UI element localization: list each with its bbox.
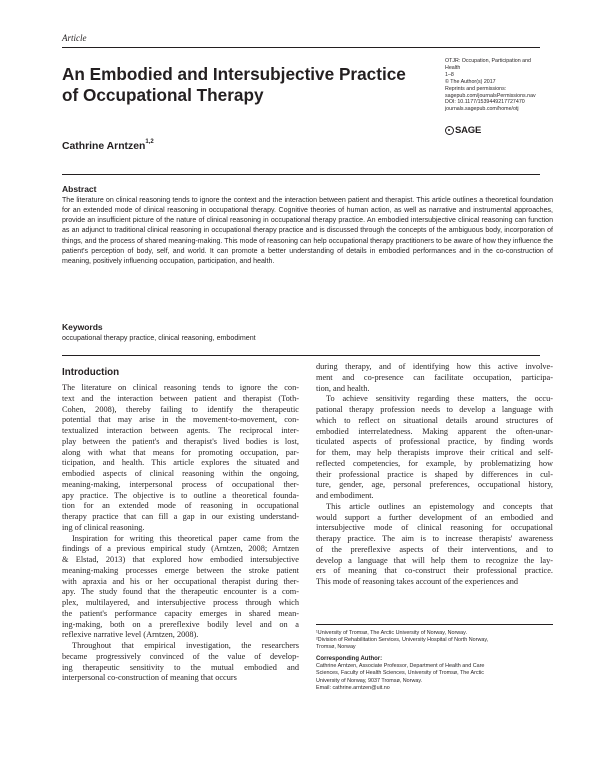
text-line: This article outlines an epistemology and concepts that bbox=[326, 501, 553, 511]
corresponding-line-1: Cathrine Arntzen, Associate Professor, Department of Health and Care bbox=[316, 663, 485, 670]
text-line: ing of clinical reasoning. bbox=[62, 522, 145, 532]
text-line: Inspiration for writing this theoretical paper came from the bbox=[72, 533, 299, 543]
meta-reprints: Reprints and permissions: bbox=[445, 85, 507, 92]
text-line: the patient's performance capacity emerges in shared mean- bbox=[62, 608, 299, 618]
text-line: develop a language that will help them to recognize the lay- bbox=[316, 555, 553, 565]
text-line: during therapy, and of identifying how this active involve- bbox=[316, 362, 553, 371]
sage-logo-icon bbox=[445, 126, 454, 135]
text-line: ticipation, and health. This article explores the situated and bbox=[62, 458, 299, 468]
text-line: of the prereflexive aspects of their interventions, and to bbox=[316, 544, 553, 554]
affiliation-2: ²Division of Rehabilitation Services, University Hospital of North Norway, bbox=[316, 637, 489, 644]
text-line: therapy practice that can fill a gap in our existing understand- bbox=[62, 512, 299, 521]
text-line: embodied interrelatedness. Making apparent the often-unar- bbox=[316, 426, 553, 436]
text-line: and embodiment. bbox=[316, 491, 374, 500]
journal-metadata bbox=[445, 58, 565, 113]
corresponding-email[interactable]: Email: cathrine.arntzen@uit.no bbox=[316, 684, 390, 691]
footnote-rule bbox=[316, 624, 553, 625]
text-line: apy practice. The objective is to outline a theoretical founda- bbox=[62, 490, 299, 500]
text-line: ment and co-presence can facilitate occupation, participa- bbox=[316, 372, 553, 382]
affiliation-2-cont: Tromsø, Norway bbox=[316, 644, 356, 651]
text-line: along with what that means for promoting occupation, par- bbox=[62, 447, 299, 457]
text-line: intersubjective mode of clinical reasoning for occupational bbox=[316, 523, 553, 533]
abstract-rule bbox=[62, 174, 540, 175]
body-paragraph bbox=[62, 641, 299, 684]
article-title bbox=[62, 64, 422, 106]
text-line: interpersonal co-construction of meaning that occurs bbox=[62, 673, 237, 683]
text-line: embodied aspects of clinical reasoning within the ongoing, bbox=[62, 469, 299, 478]
text-line: The literature on clinical reasoning tends to ignore the con- bbox=[62, 383, 299, 392]
text-line: apy. The study found that the therapeutic encounter is a com- bbox=[62, 587, 299, 597]
text-line: therapy practice. The aim is to increase therapists' awareness bbox=[316, 534, 553, 543]
text-line: ers of meaning that co-construct their professional practice. bbox=[316, 566, 553, 576]
meta-pages: 1–8 bbox=[445, 71, 454, 78]
text-line: reflexive narrative level (Arntzen, 2008). bbox=[62, 630, 199, 640]
text-line: textualized interaction between agents. The reciprocal inter- bbox=[62, 426, 299, 435]
corresponding-line-3: University of Norway, 9037 Tromsø, Norway. bbox=[316, 677, 423, 684]
body-paragraph bbox=[316, 394, 553, 502]
meta-journal-url[interactable]: journals.sagepub.com/home/otj bbox=[445, 106, 519, 113]
text-line: pational therapy profession needs to develop a language with bbox=[316, 405, 553, 414]
text-line: tion for an extended mode of reasoning in occupational bbox=[62, 501, 299, 511]
title-line-2: of Occupational Therapy bbox=[62, 85, 264, 105]
affiliation-1: ¹University of Tromsø, The Arctic University of Norway, Norway. bbox=[316, 630, 467, 636]
text-line: Throughout that empirical investigation, the researchers bbox=[72, 641, 299, 650]
meta-doi[interactable]: DOI: 10.1177/1539449217727470 bbox=[445, 99, 525, 106]
text-line: for them, may help therapists improve their critical and self- bbox=[316, 448, 553, 457]
text-line: would support a further development of an embodied and bbox=[316, 512, 553, 522]
text-line: reflected competencies, for example, by problematizing how bbox=[316, 458, 553, 468]
text-line: which to reflect on situational details around structures of bbox=[316, 415, 553, 425]
body-paragraph bbox=[316, 362, 553, 394]
text-line: findings of a previous empirical study (Arntzen, 2008; Arntzen bbox=[62, 544, 299, 554]
header-rule bbox=[62, 47, 540, 48]
corresponding-line-2: Sciences, Faculty of Health Sciences, University of Tromsø, The Arctic bbox=[316, 670, 484, 677]
sage-logo bbox=[445, 125, 481, 136]
text-line: To achieve sensitivity regarding these matters, the occu- bbox=[326, 394, 553, 404]
abstract-heading: Abstract bbox=[62, 184, 97, 194]
text-line: became progressively convinced of the value of develop- bbox=[62, 651, 299, 661]
meta-journal-cont: Health bbox=[445, 64, 461, 71]
text-line: ture, gender, age, personal preferences, occupational history, bbox=[316, 480, 553, 490]
meta-copyright: © The Author(s) 2017 bbox=[445, 78, 496, 85]
text-line: ing-making, both on a prereflexive bodily level and on a bbox=[62, 619, 299, 629]
text-line: Cohen, 2008), thereby failing to identify the therapeutic bbox=[62, 404, 299, 414]
body-paragraph bbox=[62, 383, 299, 534]
keywords-rule bbox=[62, 355, 540, 356]
text-line: tion, and health. bbox=[316, 383, 370, 393]
text-line: & Elstad, 2013) that explored how embodied intersubjective bbox=[62, 555, 299, 564]
meta-journal: OTJR: Occupation, Participation and bbox=[445, 58, 531, 64]
section-label: Article bbox=[62, 33, 87, 43]
author-byline bbox=[62, 141, 154, 152]
author-name: Cathrine Arntzen bbox=[62, 141, 146, 152]
body-column-left bbox=[62, 383, 299, 684]
body-column-right bbox=[316, 362, 553, 588]
abstract-text: The literature on clinical reasoning tends to ignore the context and the interaction between patient and therapist. This article outlines a theoretical foundation for an extended mode of clinical reasoning in occupational therapy. Cognitive theories of human action, as well as narrative and instrumental approaches, provide an insufficient picture of the nature of clinical reasoning in occupational therapy practice. An embodied intersubjective clinical reasoning can function as an adjunct to traditional clinical reasoning in occupational therapy practice and is discussed through the concepts of the ambiguous body, incorporation of things, and the process of shared meaning-making. This mode of reasoning can help occupational therapy practitioners to be aware of how they influence the patient's perception of body, self, and world. It can promote a better understanding of details in embodied performances and in the co-construction of meaning, positively influencing occupation, participation, and health. bbox=[62, 197, 553, 265]
text-line: their professional practice is shaped by differences in cul- bbox=[316, 469, 553, 479]
text-line: text and the interaction between patient and therapist (Toth- bbox=[62, 393, 299, 403]
text-line: ticulated aspects of professional practice, by finding words bbox=[316, 437, 553, 447]
text-line: potential that may arise in the movement-to-movement, con- bbox=[62, 415, 299, 425]
body-paragraph bbox=[316, 502, 553, 588]
author-affiliation-marks: 1,2 bbox=[145, 139, 154, 145]
title-line-1: An Embodied and Intersubjective Practice bbox=[62, 64, 406, 84]
introduction-heading: Introduction bbox=[62, 367, 120, 378]
text-line: meaning-making processes emerge between the stroke patient bbox=[62, 565, 299, 575]
sage-logo-text: SAGE bbox=[455, 125, 482, 136]
body-paragraph bbox=[62, 534, 299, 642]
text-line: meaning-making, interpersonal process of occupational ther- bbox=[62, 479, 299, 489]
text-line: ing therapeutic sensitivity to the mutual embodied and bbox=[62, 662, 299, 672]
footnotes bbox=[316, 630, 553, 692]
meta-permissions-url[interactable]: sagepub.com/journalsPermissions.nav bbox=[445, 92, 536, 99]
text-line: play between the patient's and therapist's lived bodies is lost, bbox=[62, 436, 299, 446]
text-line: with apraxia and his or her occupational therapist during ther- bbox=[62, 576, 299, 586]
text-line: plex, multilayered, and intersubjective process through which bbox=[62, 598, 299, 607]
keywords-text: occupational therapy practice, clinical reasoning, embodiment bbox=[62, 334, 256, 342]
keywords-heading: Keywords bbox=[62, 322, 103, 332]
corresponding-author-heading: Corresponding Author: bbox=[316, 656, 383, 663]
text-line: This mode of reasoning takes account of the experiences and bbox=[316, 577, 519, 586]
